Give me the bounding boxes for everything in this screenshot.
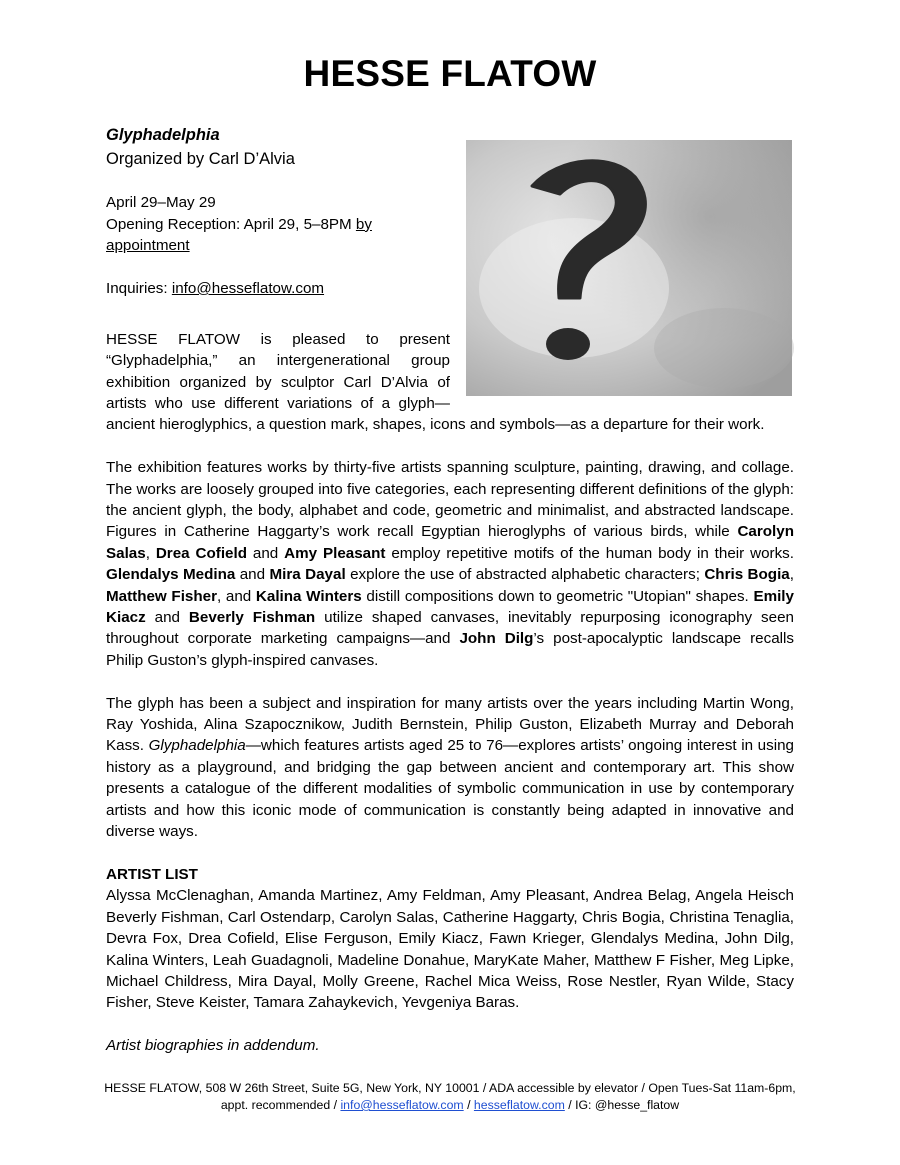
artist-list-heading: ARTIST LIST xyxy=(106,865,198,883)
intro-paragraph: HESSE FLATOW is pleased to present “Glyphadelphia,” an intergenerational group exhibition organized by sculptor Carl D’Alvia of artists who use different variations of a glyph—ancient hieroglyphics, a question mark, shapes, icons and symbols—as a departure for their work. xyxy=(106,330,765,434)
inquiries-email-link[interactable]: info@hesseflatow.com xyxy=(171,280,325,297)
artist-name: Chris Bogia xyxy=(704,566,790,584)
footer xyxy=(0,1080,900,1114)
inquiries-label: Inquiries: xyxy=(106,280,172,297)
features-text-12: ’s post-apocalyptic landscape recalls Philip Guston’s glyph-inspired canvases. xyxy=(106,630,794,669)
footer-website-link[interactable]: hesseflatow.com xyxy=(473,1098,565,1112)
by-appointment-link[interactable]: by appointment xyxy=(106,215,372,255)
reception-text: Opening Reception: April 29, 5–8PM xyxy=(106,215,356,233)
footer-appt: appt. recommended / xyxy=(220,1098,341,1112)
artist-name: Beverly Fishman xyxy=(188,609,316,627)
artist-name: Emily Kiacz xyxy=(106,587,794,627)
features-text-8: , and xyxy=(217,587,256,605)
exhibition-dates: April 29–May 29 xyxy=(106,194,216,212)
history-text-2: —which features artists aged 25 to 76—explores artists’ ongoing interest in using history as a playground, and bridging the gap between ancient and contemporary art. This show presents a catalogue of the different modalities of symbolic communication in use by contemporary artists and how this iconic mode of communication is constantly being adapted in innovative and diverse ways. xyxy=(106,737,794,841)
features-text-9: distill compositions down to geometric "Utopian" shapes. xyxy=(361,587,754,605)
footer-separator: / xyxy=(463,1098,474,1112)
footer-instagram: / IG: @hesse_flatow xyxy=(564,1098,680,1112)
features-text-2: , xyxy=(145,544,156,562)
exhibition-title-inline: Glyphadelphia xyxy=(148,737,246,755)
question-mark-painting-icon xyxy=(464,138,794,398)
features-text-3: and xyxy=(247,544,285,562)
artist-name: Matthew Fisher xyxy=(106,587,217,605)
artist-name: Amy Pleasant xyxy=(284,544,386,562)
features-text-4: employ repetitive motifs of the human body in their works. xyxy=(385,544,794,562)
artist-list: Alyssa McClenaghan, Amanda Martinez, Amy Feldman, Amy Pleasant, Andrea Belag, Angela Heisch Beverly Fishman, Carl Ostendarp, Carolyn Salas, Catherine Haggarty, Chris Bogia, Christina Tenaglia, Devra Fox, Drea Cofield, Elise Ferguson, Emily Kiacz, Fawn Krieger, Glendalys Medina, John Dilg, Kalina Winters, Leah Guadagnoli, Madeline Donahue, MaryKate Maher, Matthew F Fisher, Meg Lipke, Michael Childress, Mira Dayal, Molly Greene, Rachel Mica Weiss, Rose Nestler, Ryan Wilde, Stacy Fisher, Steve Keister, Tamara Zahaykevich, Yevgeniya Baras. xyxy=(106,887,794,1012)
addendum-note: Artist biographies in addendum. xyxy=(106,1037,320,1055)
history-paragraph xyxy=(106,693,794,843)
artist-name: Kalina Winters xyxy=(255,587,362,605)
features-text-7: , xyxy=(789,566,794,584)
features-text-1: The exhibition features works by thirty-five artists spanning sculpture, painting, drawing, and collage. The works are loosely grouped into five categories, each representing different definitions of the glyph: the ancient glyph, the body, alphabet and code, geometric and minimalist, and abstracted landscape. Figures in Catherine Haggarty’s work recall Egyptian hieroglyphs of various birds, while xyxy=(106,459,794,541)
features-paragraph xyxy=(106,457,794,671)
features-text-5: and xyxy=(235,566,270,584)
artist-name: Carolyn Salas xyxy=(106,523,794,562)
features-text-11: utilize shaped canvases, inevitably repurposing iconography seen throughout corporate marketing campaigns—and xyxy=(106,609,794,648)
organizer-line: Organized by Carl D’Alvia xyxy=(106,150,295,168)
features-text-6: explore the use of abstracted alphabetic characters; xyxy=(345,566,705,584)
artist-name: Mira Dayal xyxy=(269,566,346,584)
artist-name: Drea Cofield xyxy=(155,544,247,562)
footer-address: HESSE FLATOW, 508 W 26th Street, Suite 5G, New York, NY 10001 / ADA accessible by elevator / Open Tues-Sat 11am-6pm, xyxy=(104,1081,796,1095)
press-release-body xyxy=(106,123,794,1057)
features-text-10: and xyxy=(145,609,189,627)
artwork-image xyxy=(464,138,794,398)
exhibition-title: Glyphadelphia xyxy=(106,126,220,144)
artist-name: Glendalys Medina xyxy=(106,566,236,584)
footer-email-link[interactable]: info@hesseflatow.com xyxy=(340,1098,464,1112)
artist-name: John Dilg xyxy=(459,630,534,648)
history-text-1: The glyph has been a subject and inspiration for many artists over the years including Martin Wong, Ray Yoshida, Alina Szapocznikow, Judith Bernstein, Philip Guston, Elizabeth Murray and Deborah Kass. xyxy=(106,694,794,755)
footer-contact xyxy=(0,1097,900,1114)
page-title: HESSE FLATOW xyxy=(303,53,597,94)
